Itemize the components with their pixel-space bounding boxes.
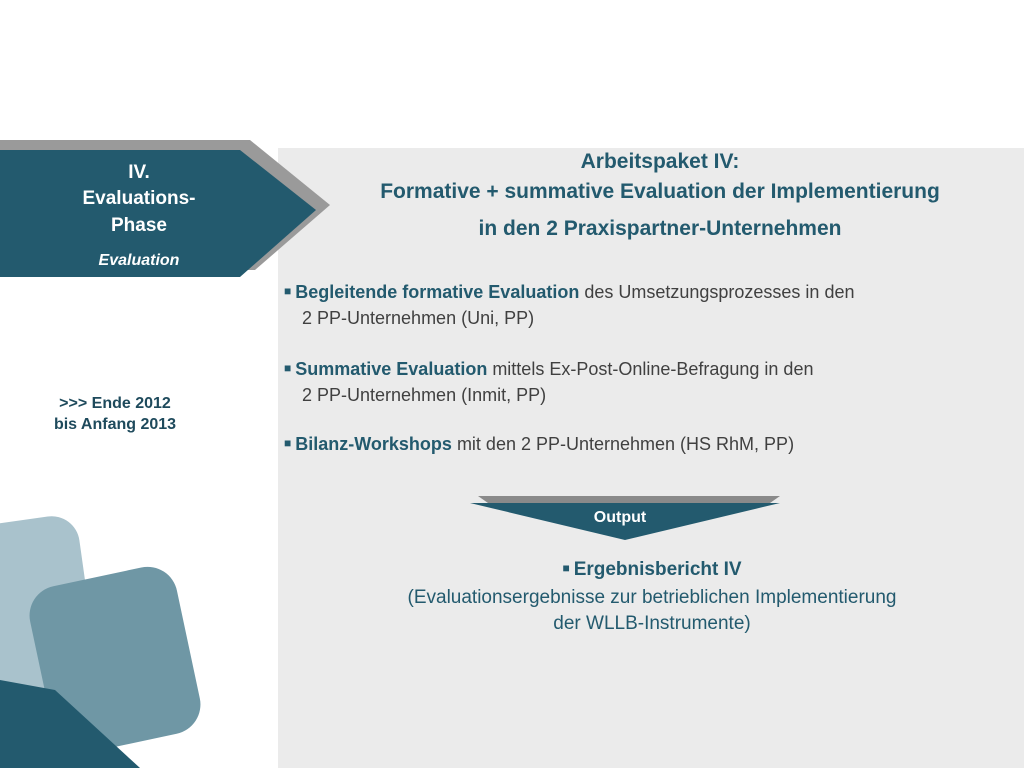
bullet-square-icon: ■ bbox=[284, 284, 292, 298]
output-label: Output bbox=[593, 509, 647, 526]
phase-name-line1: Evaluations- bbox=[82, 188, 196, 209]
output-arrow-shadow bbox=[478, 496, 780, 503]
bullet-summative bbox=[284, 357, 1014, 407]
phase-subtitle: Evaluation bbox=[98, 252, 180, 269]
timeframe bbox=[10, 393, 220, 435]
title-line2: Formative + summative Evaluation der Implementierung bbox=[380, 180, 940, 203]
bullet-bold: Begleitende formative Evaluation bbox=[295, 282, 580, 302]
title-line1: Arbeitspaket IV: bbox=[580, 150, 740, 173]
bullet-square-icon: ■ bbox=[562, 561, 570, 575]
bullet-continuation: 2 PP-Unternehmen (Uni, PP) bbox=[302, 308, 535, 328]
result-title bbox=[300, 557, 1004, 584]
result-line2: der WLLB-Instrumente) bbox=[553, 613, 751, 634]
bullet-continuation: 2 PP-Unternehmen (Inmit, PP) bbox=[302, 385, 547, 405]
phase-name-line2: Phase bbox=[111, 215, 167, 236]
bullet-square-icon: ■ bbox=[284, 361, 292, 375]
result-title-text: Ergebnisbericht IV bbox=[573, 559, 742, 580]
phase-number: IV. bbox=[128, 162, 150, 183]
bullet-text: des Umsetzungsprozesses in den bbox=[579, 282, 855, 302]
result-line1: (Evaluationsergebnisse zur betrieblichen Implementierung bbox=[407, 587, 897, 608]
timeframe-line2: bis Anfang 2013 bbox=[53, 416, 177, 433]
bullet-text: mittels Ex-Post-Online-Befragung in den bbox=[487, 359, 814, 379]
bullet-bold: Summative Evaluation bbox=[295, 359, 488, 379]
bullet-workshops bbox=[284, 432, 1014, 458]
bullet-bold: Bilanz-Workshops bbox=[295, 434, 452, 454]
title-line3: in den 2 Praxispartner-Unternehmen bbox=[478, 217, 842, 240]
bullet-square-icon: ■ bbox=[284, 436, 292, 450]
bullet-text: mit den 2 PP-Unternehmen (HS RhM, PP) bbox=[451, 434, 795, 454]
bullet-formative bbox=[284, 280, 1014, 330]
content-panel bbox=[278, 148, 1024, 768]
timeframe-line1: >>> Ende 2012 bbox=[59, 395, 171, 412]
